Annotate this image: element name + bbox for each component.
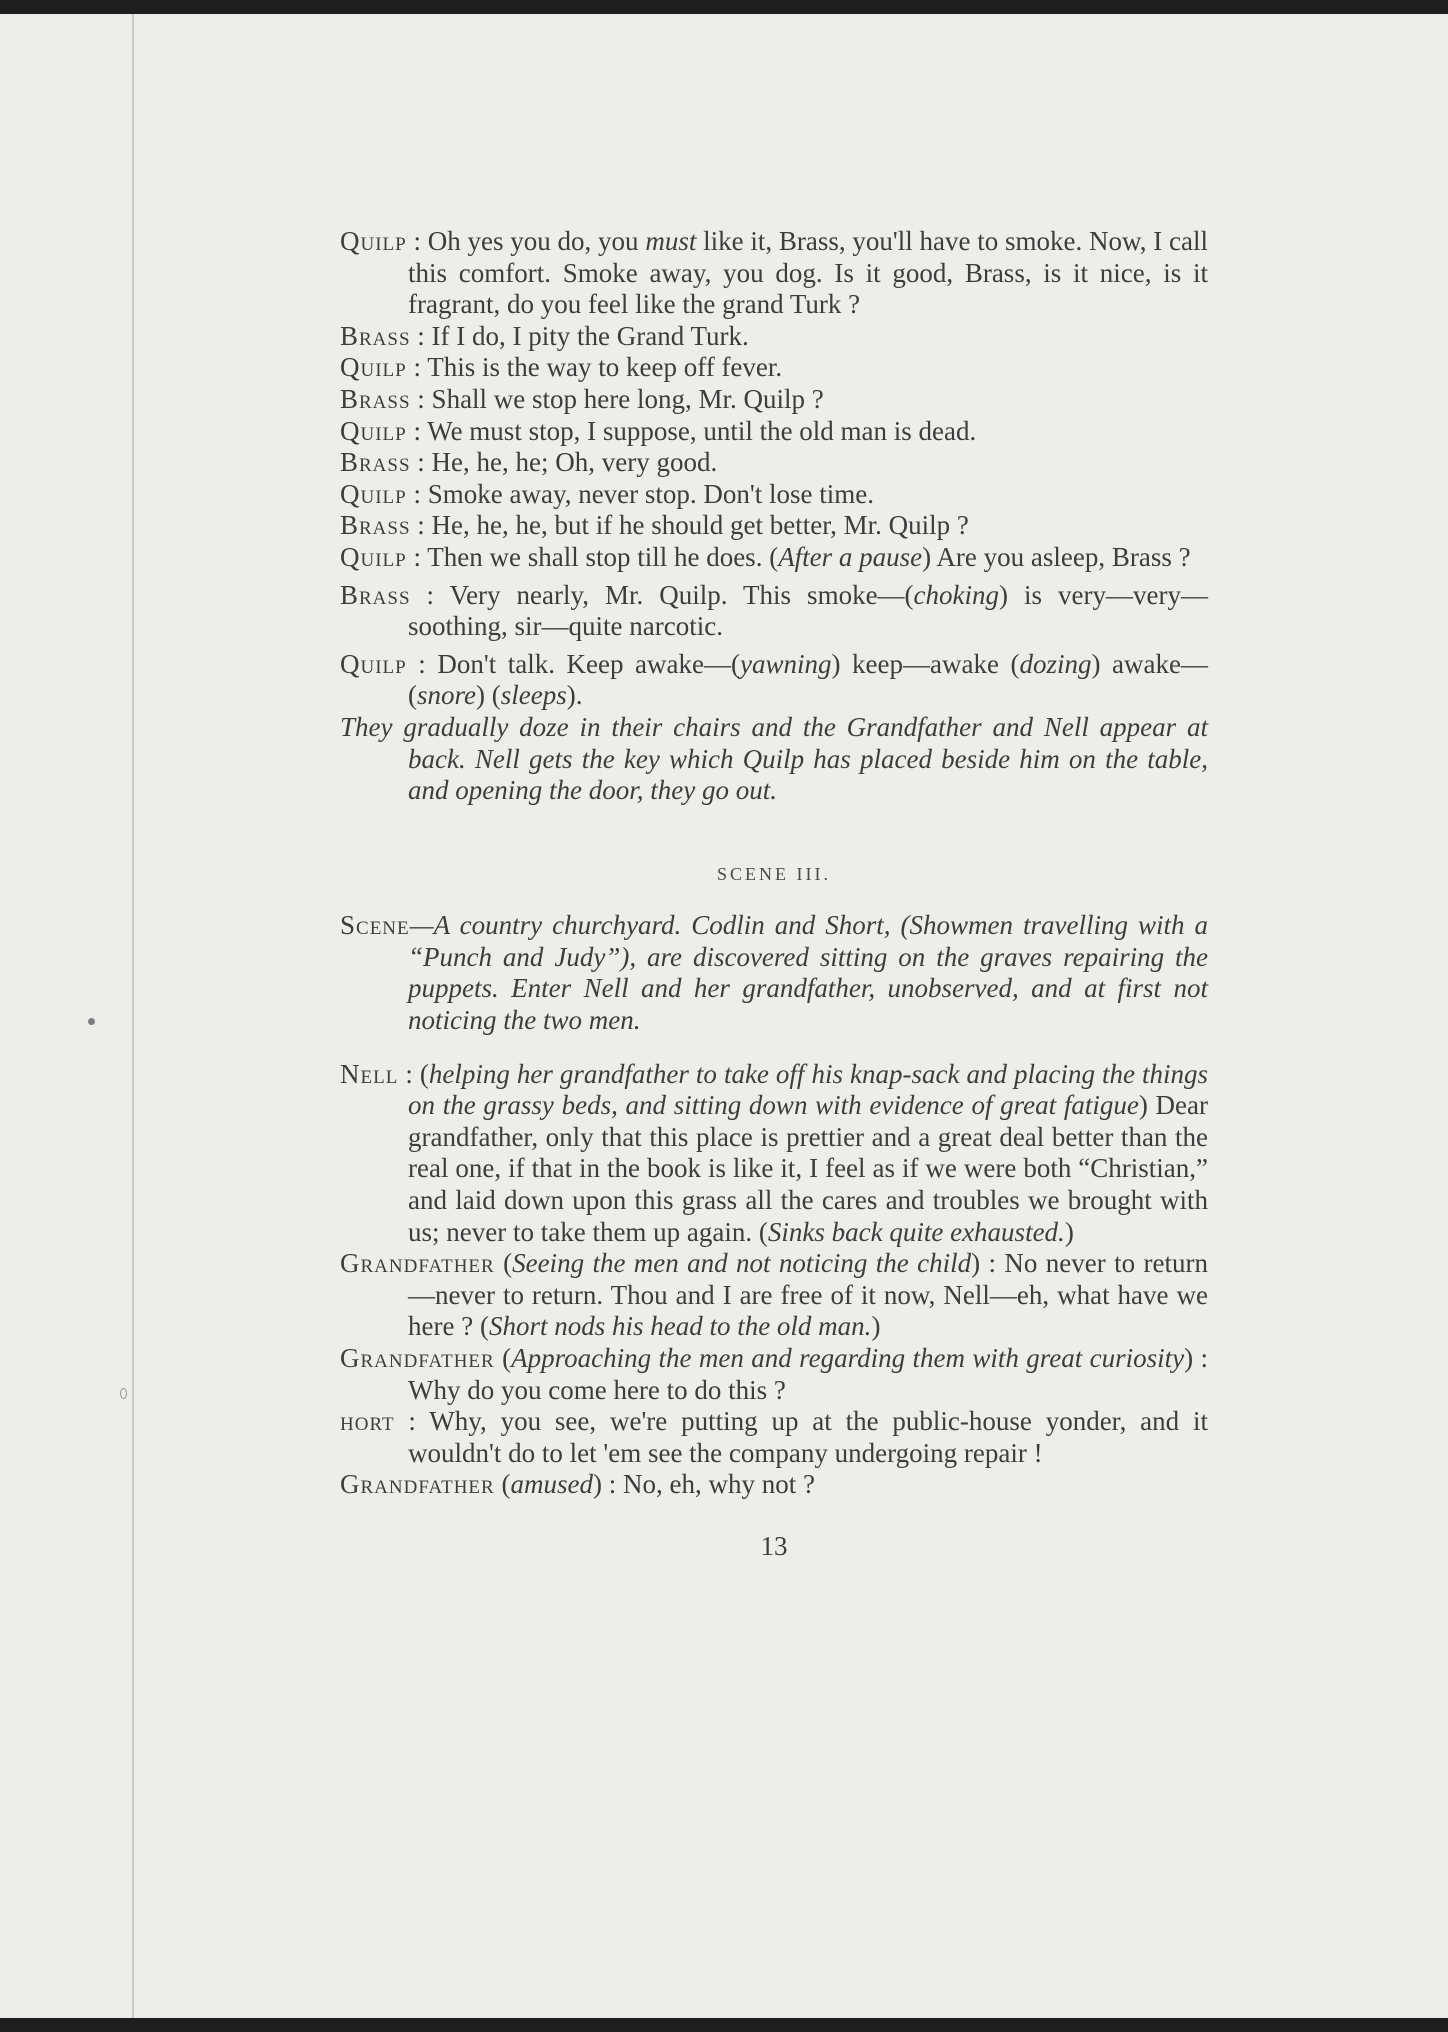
scene-description: Scene—A country churchyard. Codlin and Short, (Showmen travelling with a “Punch and Judy”), are discovered sitting on the graves repairing the puppets. Enter Nell and her grandfather, unobserved, and at first not noticing the two men. <box>340 910 1208 1036</box>
dialogue-line: Quilp : Then we shall stop till he does. (After a pause) Are you asleep, Brass ? <box>340 541 1191 572</box>
dialogue-line: Brass : He, he, he; Oh, very good. <box>340 447 718 478</box>
dialogue-line: Grandfather (Seeing the men and not noticing the child) : No never to return—never to return. Thou and I are free of it now, Nell—eh, what have we here ? (Short nods his head to the old man.) <box>340 1248 1208 1342</box>
speaker-name: Grandfather <box>340 1343 495 1373</box>
dialogue-line: Brass : Shall we stop here long, Mr. Quilp ? <box>340 383 824 414</box>
dialogue-line: Brass : If I do, I pity the Grand Turk. <box>340 320 749 351</box>
dialogue-line: Quilp : This is the way to keep off fever. <box>340 352 783 383</box>
dialogue-line: Quilp : Oh yes you do, you must like it, Brass, you'll have to smoke. Now, I call this comfort. Smoke away, you dog. Is it good, Brass, is it nice, is it fragrant, do you feel like the grand Turk ? <box>340 226 1208 320</box>
scene-heading: SCENE III. <box>717 863 831 884</box>
dialogue-line: hort : Why, you see, we're putting up at the public-house yonder, and it wouldn't do to let 'em see the company undergoing repair ! <box>340 1406 1208 1468</box>
speaker-name: Quilp <box>340 541 407 572</box>
dialogue-line: Grandfather (amused) : No, eh, why not ? <box>340 1469 815 1500</box>
dialogue-line: Grandfather (Approaching the men and regarding them with great curiosity) : Why do you come here to do this ? <box>340 1343 1209 1405</box>
speaker-name: Quilp <box>340 478 407 509</box>
speaker-name: Brass <box>340 510 411 541</box>
dialogue-line: Quilp : We must stop, I suppose, until the old man is dead. <box>340 415 977 446</box>
dialogue-line: Brass : He, he, he, but if he should get better, Mr. Quilp ? <box>340 510 969 541</box>
speaker-name: Quilp <box>340 648 407 679</box>
page-fold <box>132 14 134 2018</box>
speaker-name: Grandfather <box>340 1469 495 1500</box>
speaker-name: Quilp <box>340 226 407 256</box>
speaker-name: Grandfather <box>340 1248 495 1279</box>
dialogue-line: Quilp : Don't talk. Keep awake—(yawning) keep—awake (dozing) awake—(snore) (sleeps). <box>340 648 1208 711</box>
speaker-name: Brass <box>340 383 411 414</box>
speaker-name: Quilp <box>340 415 407 446</box>
speaker-name: Brass <box>340 447 411 478</box>
stage-direction: They gradually doze in their chairs and the Grandfather and Nell appear at back. Nell gets the key which Quilp has placed beside him on the table, and opening the door, they go out. <box>340 711 1208 806</box>
speaker-name: Scene <box>340 910 410 941</box>
dialogue-line: Nell : (helping her grandfather to take off his knap-sack and placing the things on the grassy beds, and sitting down with evidence of great fatigue) Dear grandfather, only that this place is prettier and a great deal better than the real one, if that in the book is like it, I feel as if we were both “Christian,” and laid down upon this grass all the cares and troubles we brought with us; never to take them up again. (Sinks back quite exhausted.) <box>340 1058 1209 1247</box>
speaker-name: Quilp <box>340 352 407 383</box>
ink-spot <box>120 1388 127 1399</box>
dialogue-line: Brass : Very nearly, Mr. Quilp. This smoke—(choking) is very—very—soothing, sir—quite narcotic. <box>340 579 1208 642</box>
speaker-name: Brass <box>340 579 411 610</box>
page-number: 13 <box>760 1530 788 1561</box>
speaker-name: Brass <box>340 320 411 351</box>
dialogue-line: Quilp : Smoke away, never stop. Don't lose time. <box>340 478 875 509</box>
ink-spot <box>88 1018 95 1025</box>
speaker-name: hort <box>340 1406 395 1437</box>
page-text <box>340 226 1208 1563</box>
speaker-name: Nell <box>340 1058 399 1089</box>
book-page <box>0 14 1448 2018</box>
